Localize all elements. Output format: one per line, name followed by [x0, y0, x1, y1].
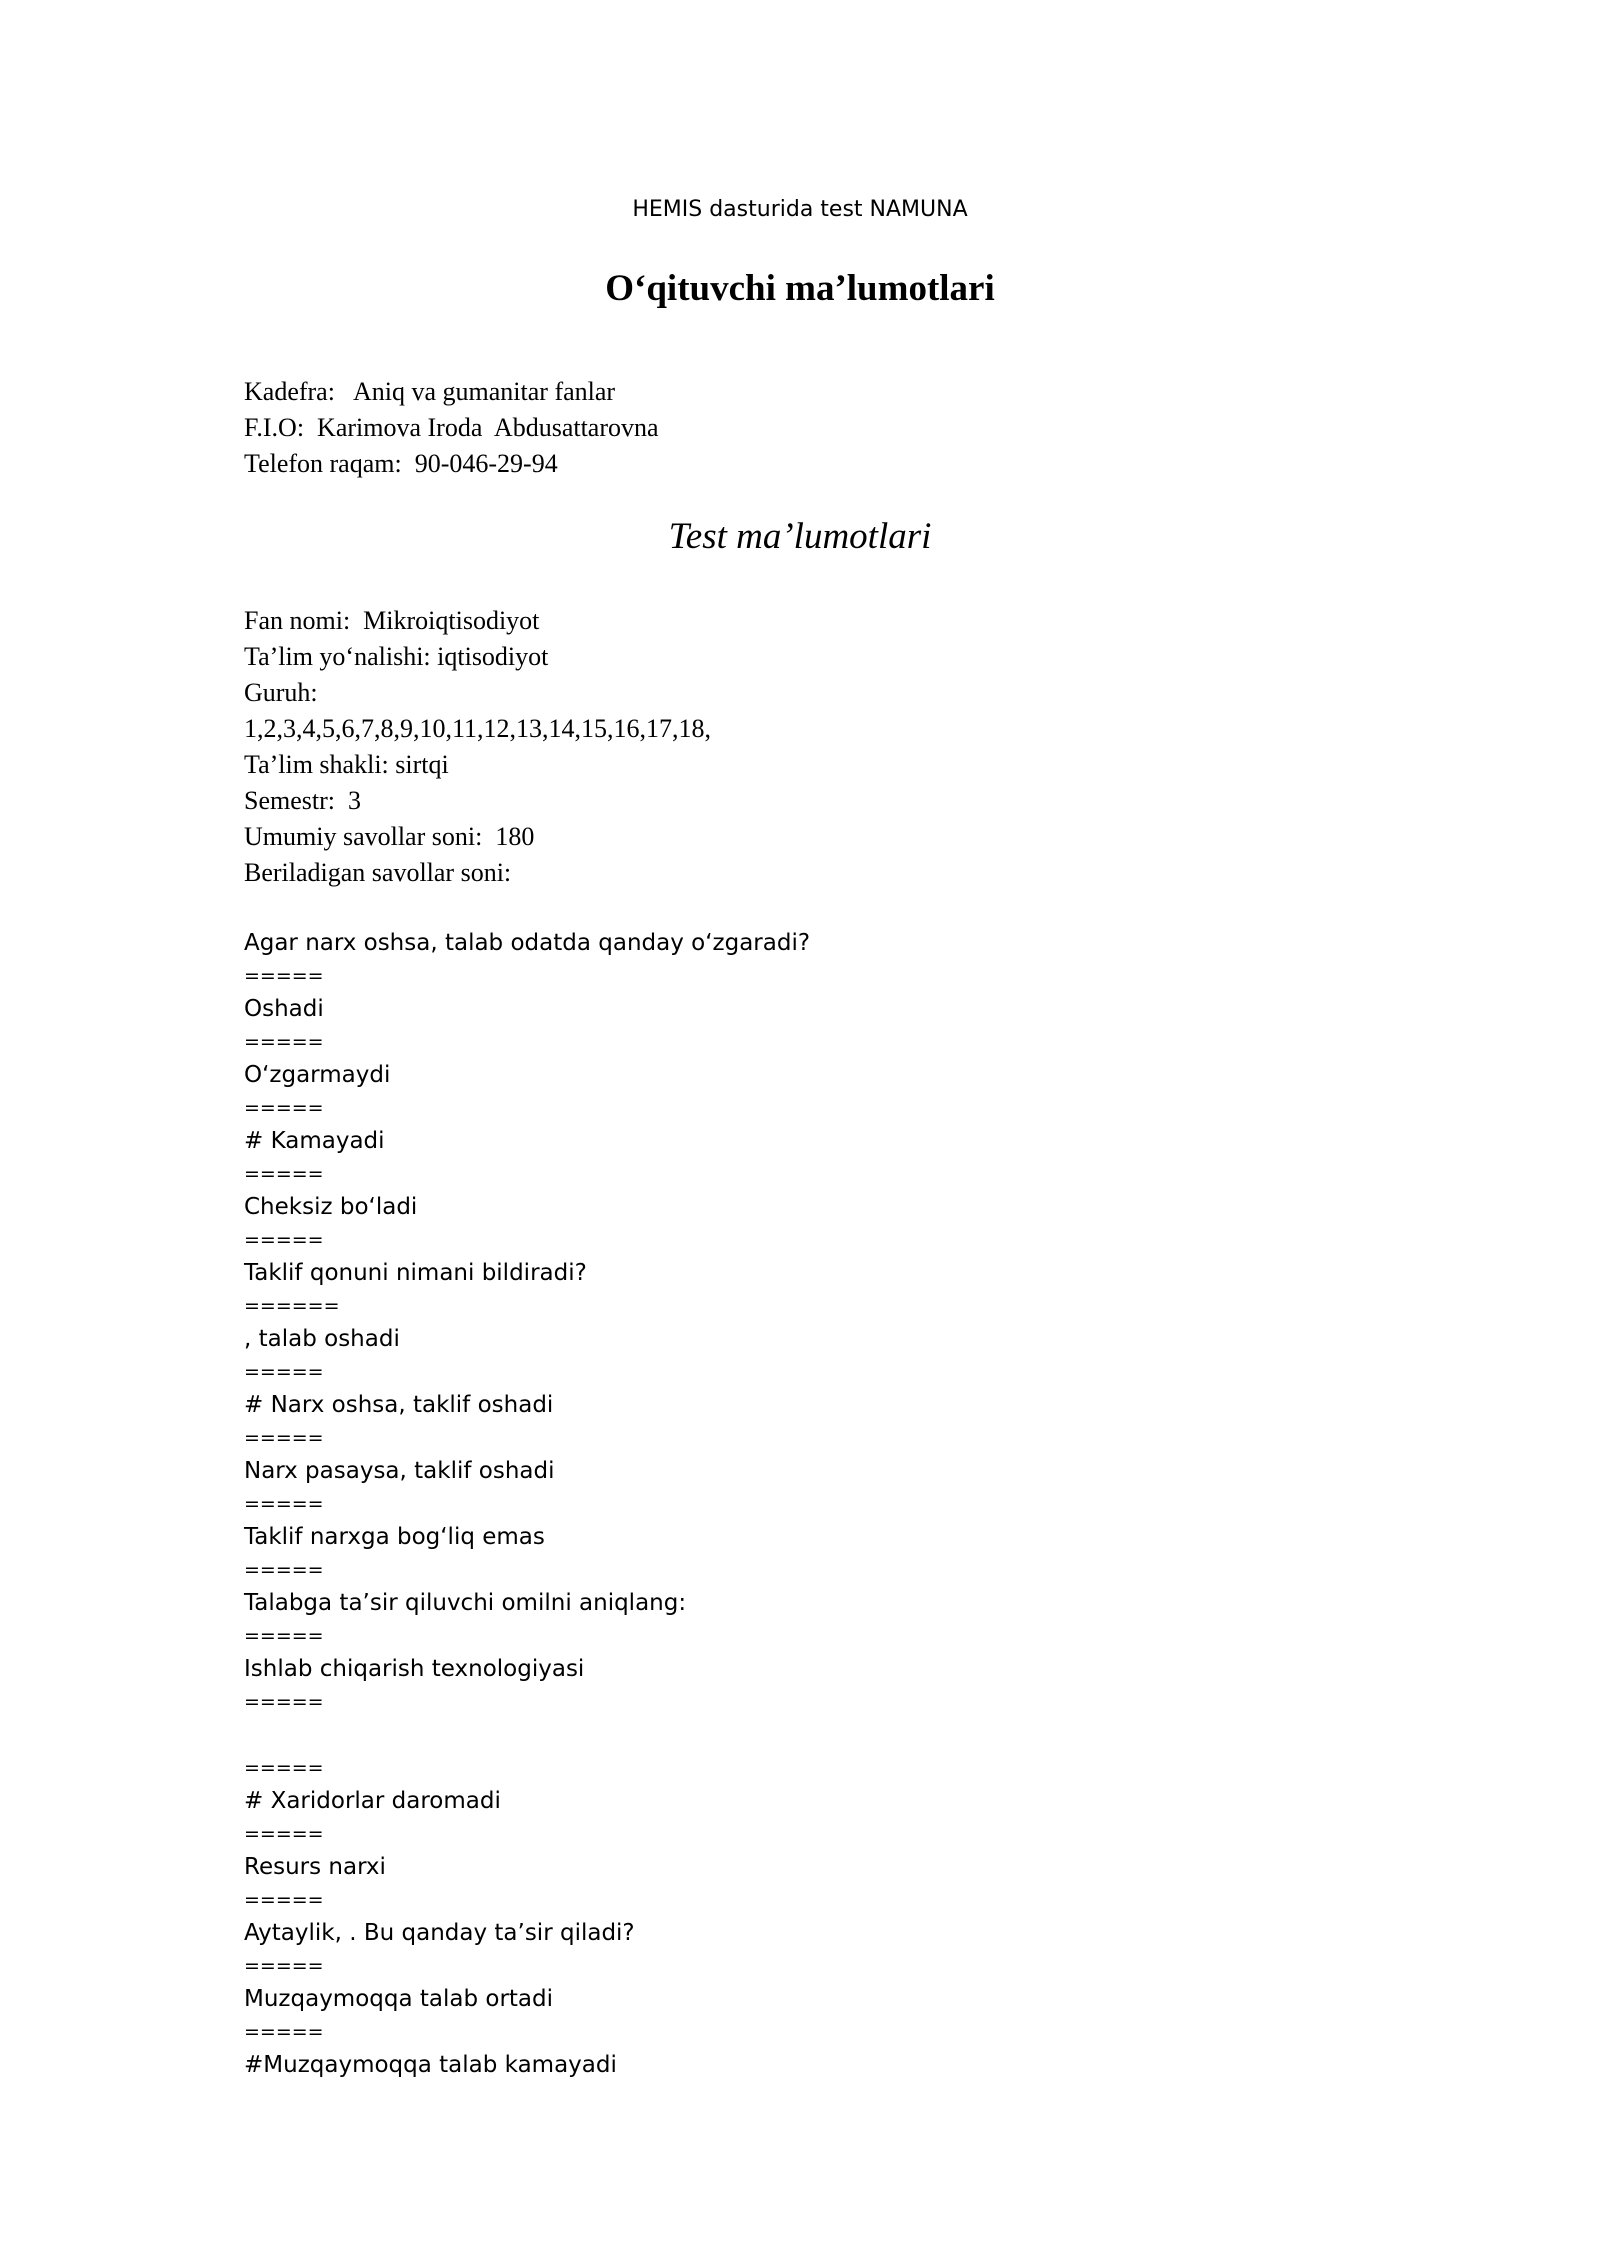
separator-line: ===== — [244, 1493, 324, 1515]
guruh-values: 1,2,3,4,5,6,7,8,9,10,11,12,13,14,15,16,17,18, — [244, 714, 712, 743]
fio-line: F.I.O: Karimova Iroda Abdusattarovna — [244, 413, 659, 442]
question-line: Taklif qonuni nimani bildiradi? — [244, 1260, 587, 1286]
page-title: O‘qituvchi ma’lumotlari — [605, 268, 995, 309]
question-line: Aytaylik, . Bu qanday ta’sir qiladi? — [244, 1920, 635, 1946]
separator-line: ===== — [244, 1559, 324, 1581]
umumiy-savollar-line: Umumiy savollar soni: 180 — [244, 822, 535, 851]
fan-nomi-line: Fan nomi: Mikroiqtisodiyot — [244, 606, 540, 635]
question-list — [244, 924, 1444, 2084]
guruh-label: Guruh: — [244, 678, 318, 707]
telefon-line: Telefon raqam: 90-046-29-94 — [244, 449, 558, 478]
question-line: #Muzqaymoqqa talab kamayadi — [244, 2052, 617, 2078]
question-line: # Xaridorlar daromadi — [244, 1788, 501, 1814]
talim-shakli-line: Ta’lim shakli: sirtqi — [244, 750, 449, 779]
section-title: Test ma’lumotlari — [668, 516, 932, 557]
question-line: # Narx oshsa, taklif oshadi — [244, 1392, 554, 1418]
separator-line: ===== — [244, 1757, 324, 1779]
semestr-line: Semestr: 3 — [244, 786, 361, 815]
separator-line: ===== — [244, 1427, 324, 1449]
question-line: Talabga ta’sir qiluvchi omilni aniqlang: — [244, 1590, 687, 1616]
kafedra-line: Kadefra: Aniq va gumanitar fanlar — [244, 377, 616, 406]
separator-line: ===== — [244, 2021, 324, 2043]
question-line: Cheksiz bo‘ladi — [244, 1194, 418, 1220]
question-line: Agar narx oshsa, talab odatda qanday o‘zgaradi? — [244, 930, 811, 956]
separator-line: ===== — [244, 1889, 324, 1911]
separator-line: ====== — [244, 1295, 340, 1317]
header-note: HEMIS dasturida test NAMUNA — [632, 197, 968, 222]
question-line: Ishlab chiqarish texnologiyasi — [244, 1656, 585, 1682]
separator-line: ===== — [244, 1163, 324, 1185]
separator-line: ===== — [244, 1031, 324, 1053]
separator-line: ===== — [244, 1361, 324, 1383]
question-line: Resurs narxi — [244, 1854, 386, 1880]
question-line: Taklif narxga bog‘liq emas — [244, 1524, 545, 1550]
question-line: Oshadi — [244, 996, 324, 1022]
beriladigan-savollar-line: Beriladigan savollar soni: — [244, 858, 512, 887]
teacher-info — [244, 374, 1444, 482]
separator-line: ===== — [244, 965, 324, 987]
question-line: # Kamayadi — [244, 1128, 385, 1154]
yonalish-line: Ta’lim yo‘nalishi: iqtisodiyot — [244, 642, 549, 671]
separator-line: ===== — [244, 1823, 324, 1845]
separator-line: ===== — [244, 1691, 324, 1713]
question-line: O‘zgarmaydi — [244, 1062, 391, 1088]
question-line: Narx pasaysa, taklif oshadi — [244, 1458, 555, 1484]
question-line: , talab oshadi — [244, 1326, 400, 1352]
separator-line: ===== — [244, 1625, 324, 1647]
separator-line: ===== — [244, 1097, 324, 1119]
separator-line: ===== — [244, 1229, 324, 1251]
test-info — [244, 603, 1444, 891]
question-line — [244, 1716, 1444, 1754]
question-line: Muzqaymoqqa talab ortadi — [244, 1986, 554, 2012]
separator-line: ===== — [244, 1955, 324, 1977]
